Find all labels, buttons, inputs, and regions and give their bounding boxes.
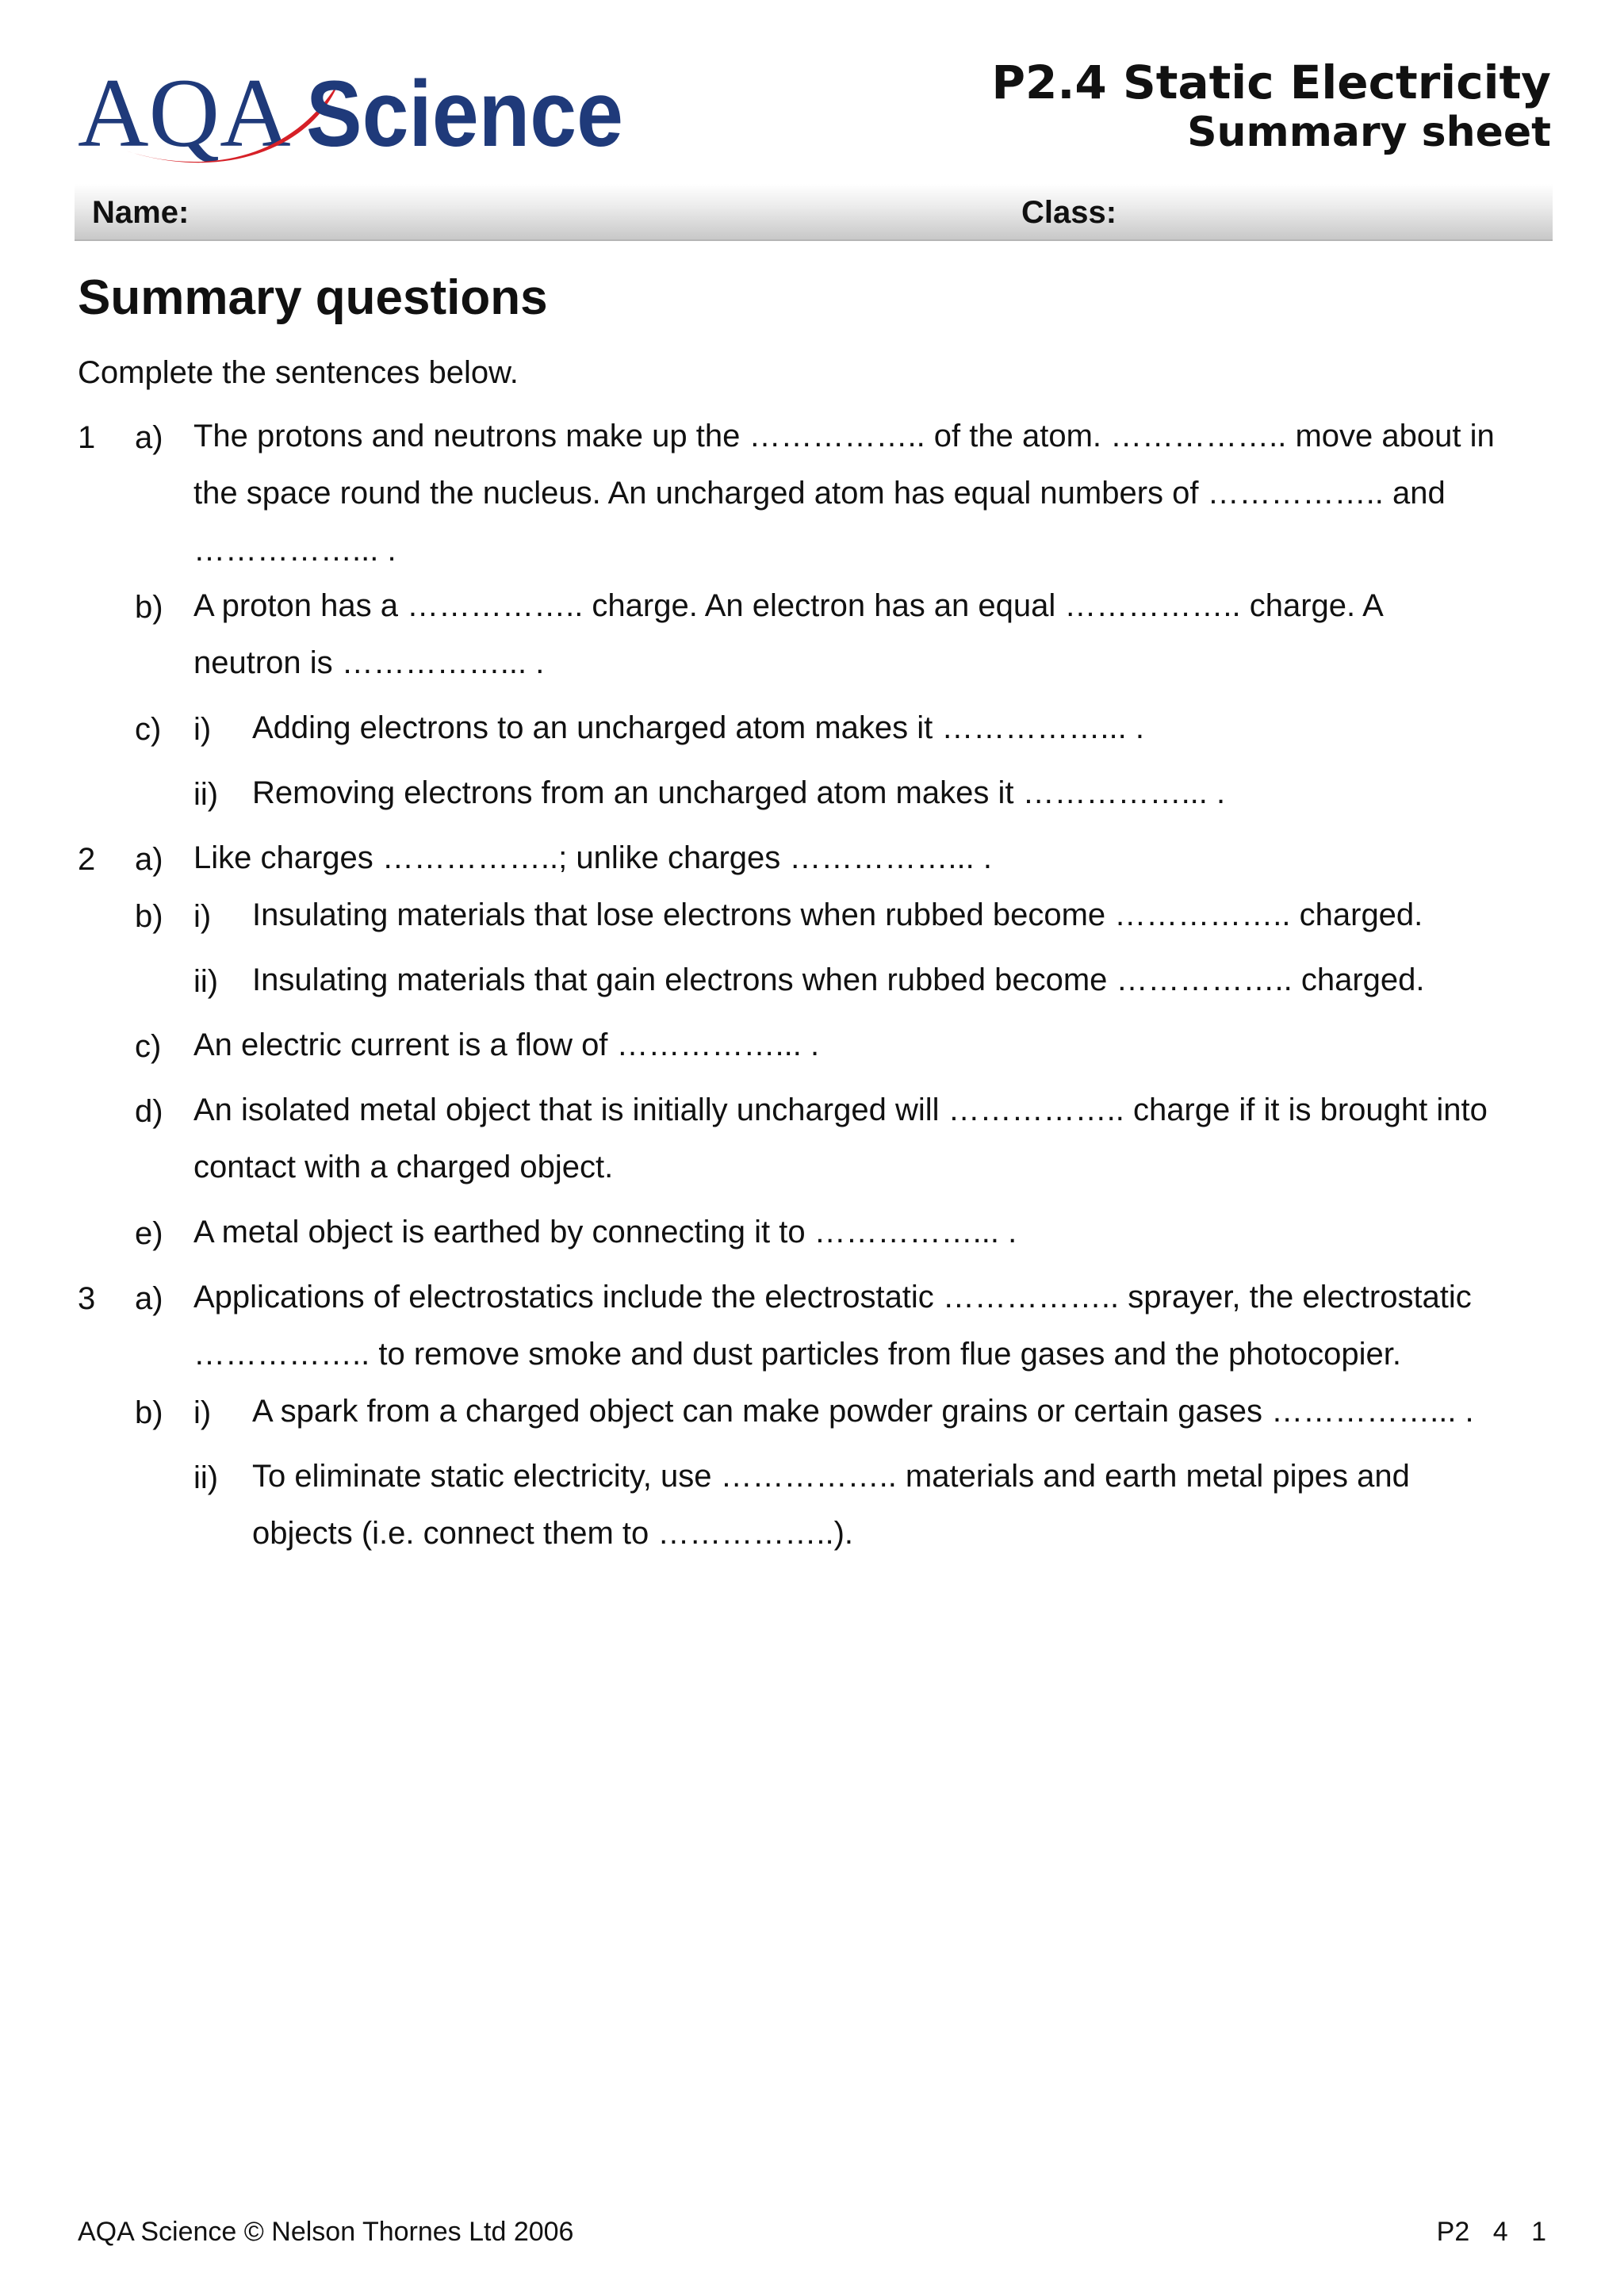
q3b-i-label: i) — [193, 1395, 212, 1430]
q2d-label: d) — [135, 1094, 163, 1129]
footer-page-ref: P2 4 — [1436, 2217, 1508, 2247]
q1b-label: b) — [135, 590, 163, 625]
q1b-line-2: neutron is ……………... . — [193, 645, 545, 680]
q2b-label: b) — [135, 899, 163, 934]
footer-page-info — [1437, 2217, 1546, 2248]
q2c-text: An electric current is a flow of ……………... . — [193, 1027, 820, 1062]
section-title: Summary questions — [78, 270, 548, 325]
footer-page-number: 1 — [1531, 2217, 1546, 2247]
class-label: Class: — [1021, 195, 1117, 230]
q1c-ii-label: ii) — [193, 777, 219, 812]
q1a-text — [193, 408, 1495, 579]
q2b-ii-label: ii) — [193, 964, 219, 999]
intro-text: Complete the sentences below. — [78, 355, 519, 390]
q1a-line-3: ……………... . — [193, 533, 396, 568]
q1c-i-text: Adding electrons to an uncharged atom makes it ……………... . — [252, 710, 1144, 745]
q1a-label: a) — [135, 420, 163, 455]
q2b-ii-text: Insulating materials that gain electrons when rubbed become …………….. charged. — [252, 962, 1425, 997]
q3b-label: b) — [135, 1395, 163, 1430]
q1c-label: c) — [135, 712, 162, 747]
q1a-line-1: The protons and neutrons make up the …………….. of the atom. …………….. move about in — [193, 419, 1495, 453]
q2c-label: c) — [135, 1029, 162, 1064]
logo-word: Science — [306, 62, 623, 166]
q2d-line-1: An isolated metal object that is initially uncharged will …………….. charge if it is brought into — [193, 1093, 1488, 1127]
question-number-2: 2 — [78, 842, 96, 877]
question-number-1: 1 — [78, 420, 96, 455]
aqa-science-logo — [78, 57, 633, 168]
q1b-line-1: A proton has a …………….. charge. An electron has an equal …………….. charge. A — [193, 588, 1384, 623]
q1b-text — [193, 577, 1384, 691]
question-number-3: 3 — [78, 1281, 96, 1316]
q3a-label: a) — [135, 1281, 163, 1316]
sheet-subtitle: Summary sheet — [1187, 109, 1551, 156]
title-block — [992, 57, 1552, 157]
q3b-ii-text — [252, 1448, 1410, 1562]
name-class-bar — [75, 184, 1553, 241]
name-label: Name: — [92, 195, 190, 230]
q2a-text: Like charges ……………..; unlike charges ……………... . — [193, 840, 992, 875]
q2a-label: a) — [135, 842, 163, 877]
q1c-i-label: i) — [193, 712, 212, 747]
q3a-line-1: Applications of electrostatics include the electrostatic …………….. sprayer, the electrostatic — [193, 1280, 1472, 1314]
footer-copyright: AQA Science © Nelson Thornes Ltd 2006 — [78, 2217, 574, 2247]
q1a-line-2: the space round the nucleus. An uncharged atom has equal numbers of …………….. and — [193, 476, 1446, 511]
q2b-i-text: Insulating materials that lose electrons when rubbed become …………….. charged. — [252, 897, 1423, 932]
q3a-line-2: …………….. to remove smoke and dust particles from flue gases and the photocopier. — [193, 1337, 1401, 1372]
logo-letters: AQA — [78, 59, 291, 167]
q2b-i-label: i) — [193, 899, 212, 934]
q2d-text — [193, 1081, 1488, 1196]
q2e-text: A metal object is earthed by connecting it to ……………... . — [193, 1215, 1017, 1249]
q3b-ii-label: ii) — [193, 1460, 219, 1495]
q3b-ii-line-1: To eliminate static electricity, use …………….. materials and earth metal pipes and — [252, 1459, 1410, 1494]
q1c-ii-text: Removing electrons from an uncharged atom makes it ……………... . — [252, 775, 1226, 810]
q3b-i-text: A spark from a charged object can make powder grains or certain gases ……………... . — [252, 1394, 1474, 1429]
q2d-line-2: contact with a charged object. — [193, 1150, 614, 1184]
sheet-title: P2.4 Static Electricity — [991, 55, 1551, 109]
q3b-ii-line-2: objects (i.e. connect them to ……………..). — [252, 1516, 854, 1551]
q3a-text — [193, 1269, 1472, 1383]
q2e-label: e) — [135, 1216, 163, 1251]
